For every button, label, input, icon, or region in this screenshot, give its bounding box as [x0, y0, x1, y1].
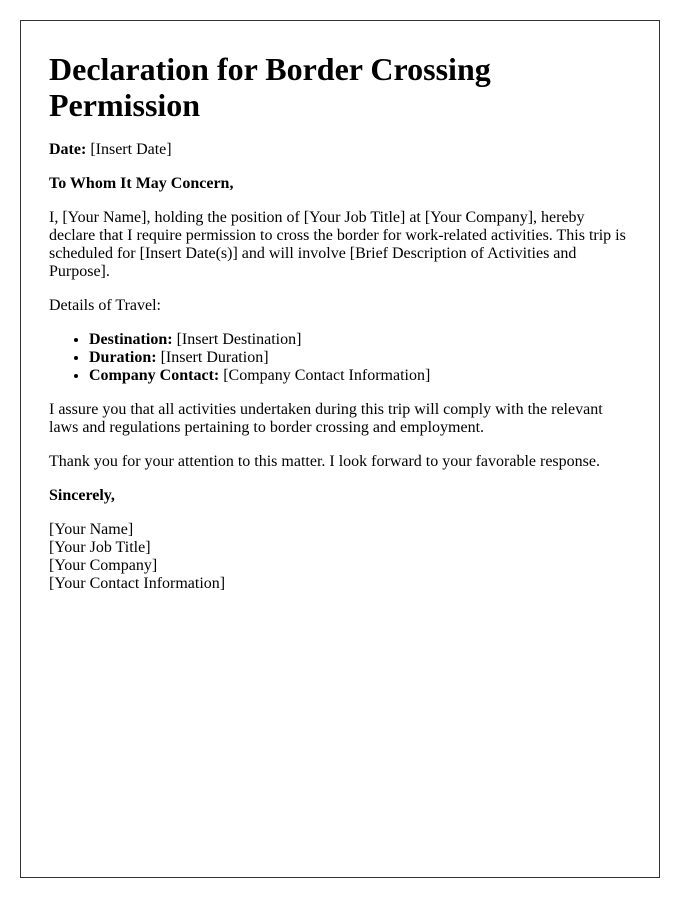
date-label: Date: — [49, 141, 87, 158]
detail-label: Duration: — [89, 349, 157, 366]
salutation: To Whom It May Concern, — [49, 175, 234, 192]
signature-block — [49, 521, 629, 593]
signature-contact: [Your Contact Information] — [49, 575, 226, 592]
details-list — [49, 331, 629, 385]
closing: Sincerely, — [49, 487, 115, 504]
document-page — [20, 20, 660, 878]
signature-job-title: [Your Job Title] — [49, 539, 151, 556]
detail-value: [Company Contact Information] — [223, 367, 431, 384]
detail-value: [Insert Duration] — [160, 349, 269, 366]
signature-company: [Your Company] — [49, 557, 158, 574]
detail-item-duration — [89, 349, 629, 367]
signature-name: [Your Name] — [49, 521, 134, 538]
assurance-paragraph: I assure you that all activities undertaken during this trip will comply with the relevant laws and regulations pertaining to border crossing and employment. — [49, 401, 603, 436]
detail-value: [Insert Destination] — [176, 331, 302, 348]
date-line — [49, 141, 629, 159]
detail-item-company-contact — [89, 367, 629, 385]
thanks-paragraph: Thank you for your attention to this matter. I look forward to your favorable response. — [49, 453, 600, 470]
document-content — [49, 51, 629, 609]
document-title: Declaration for Border Crossing Permission — [49, 51, 491, 123]
detail-label: Destination: — [89, 331, 173, 348]
detail-item-destination — [89, 331, 629, 349]
detail-label: Company Contact: — [89, 367, 220, 384]
details-heading: Details of Travel: — [49, 297, 161, 314]
body-paragraph: I, [Your Name], holding the position of [Your Job Title] at [Your Company], hereby declare that I require permission to cross the border for work-related activities. This trip is scheduled for [Insert Date(s)] and will involve [Brief Description of Activities and Purpose]. — [49, 209, 626, 280]
date-value: [Insert Date] — [90, 141, 172, 158]
